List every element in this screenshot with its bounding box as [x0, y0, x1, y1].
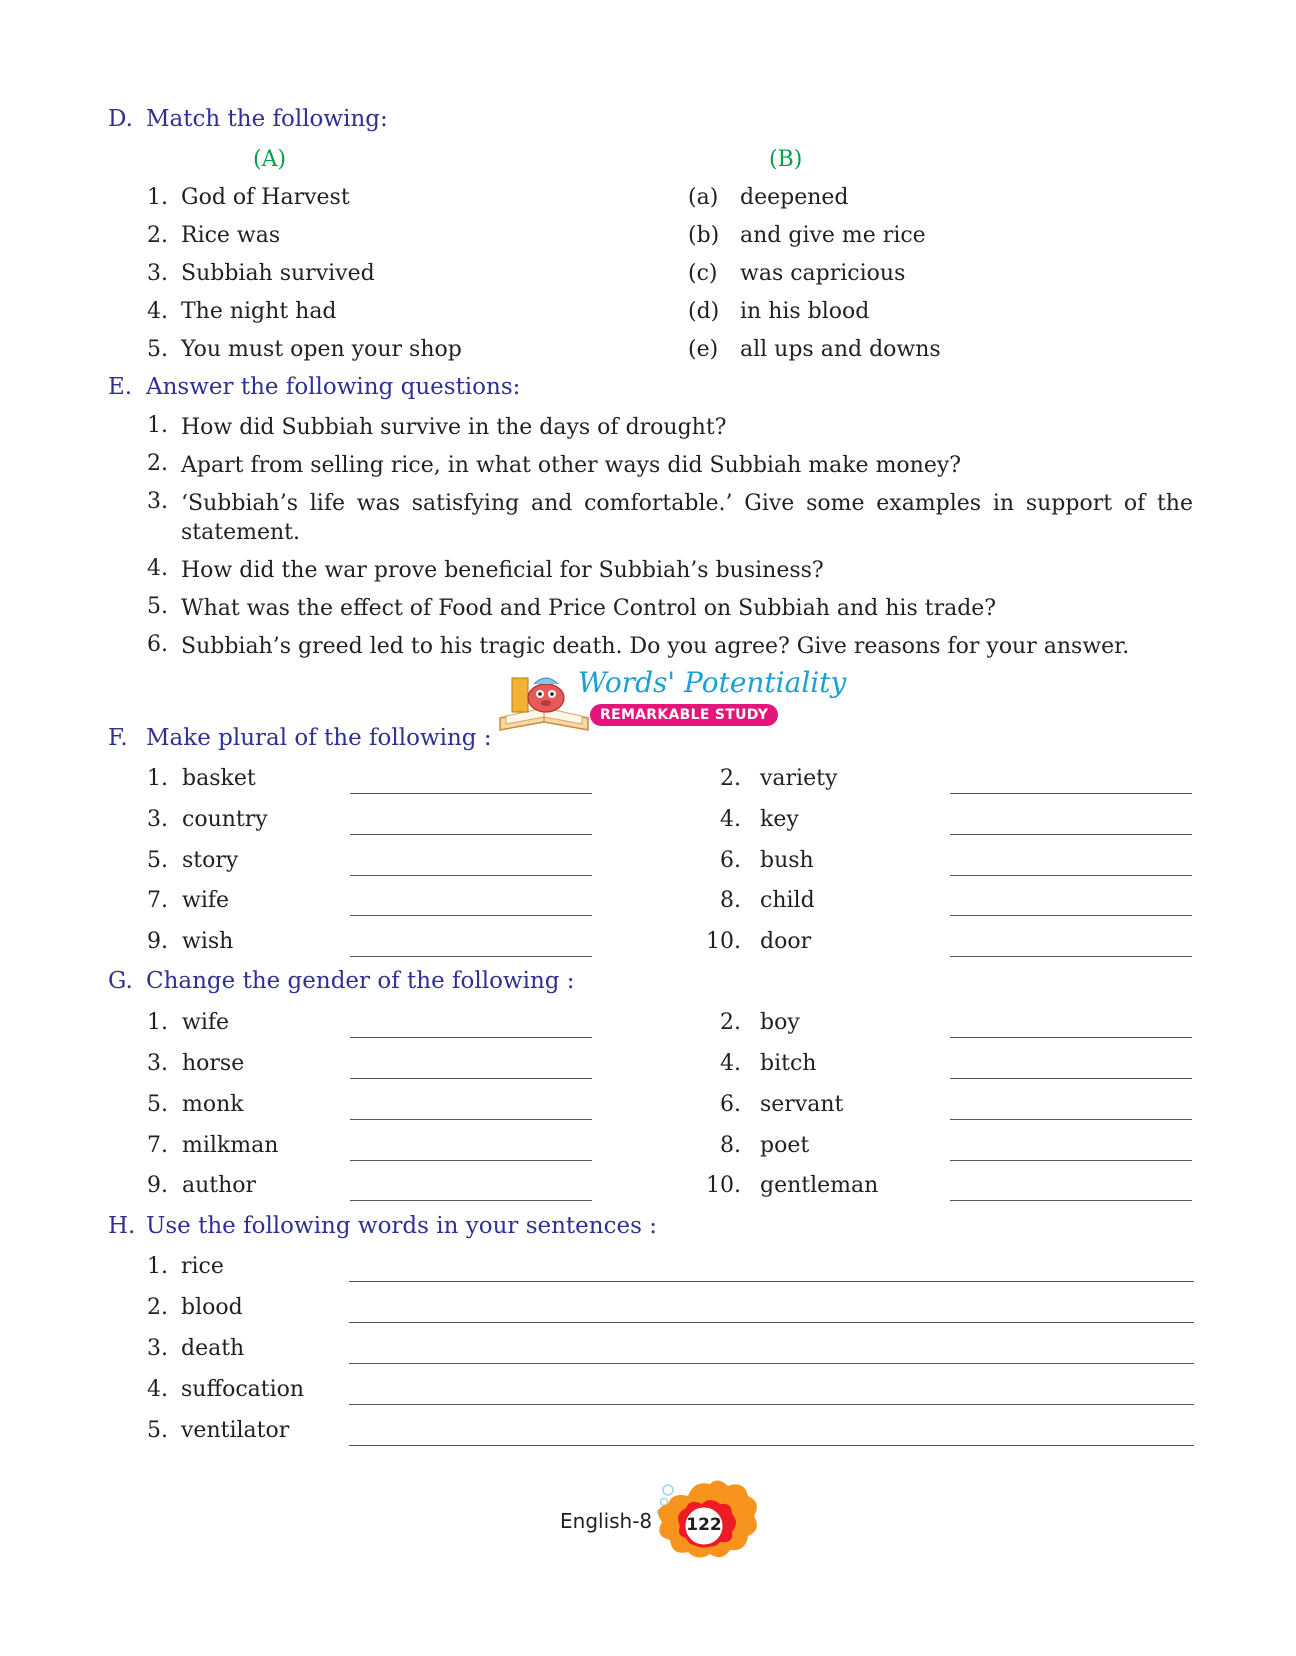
- answer-line[interactable]: [950, 915, 1192, 916]
- item-word: key: [760, 807, 799, 832]
- answer-line[interactable]: [350, 1200, 592, 1201]
- item-number: 8.: [720, 1133, 741, 1158]
- question-number: 2.: [147, 451, 168, 476]
- answer-line[interactable]: [950, 793, 1192, 794]
- section-h-heading: [108, 1213, 657, 1239]
- item-number: 5.: [147, 848, 168, 873]
- item-word: rice: [181, 1254, 224, 1279]
- item-number: 3.: [147, 1336, 168, 1361]
- item-word: death: [181, 1336, 245, 1361]
- item-number: 4.: [147, 1377, 168, 1402]
- item-number: 4.: [147, 299, 168, 324]
- item-number: 5.: [147, 337, 168, 362]
- section-d-heading: [108, 106, 388, 132]
- item-word: wife: [182, 888, 230, 913]
- section-title: Match the following:: [146, 106, 388, 132]
- section-title: Use the following words in your sentences :: [146, 1213, 657, 1239]
- section-e-heading: [108, 374, 520, 400]
- answer-line[interactable]: [950, 1037, 1192, 1038]
- item-word: boy: [760, 1010, 800, 1035]
- item-word: milkman: [182, 1133, 279, 1158]
- words-potentiality-banner: [496, 666, 847, 738]
- section-g-heading: [108, 968, 575, 994]
- answer-line[interactable]: [950, 1160, 1192, 1161]
- answer-line[interactable]: [950, 1078, 1192, 1079]
- answer-line[interactable]: [350, 915, 592, 916]
- question-number: 6.: [147, 632, 168, 657]
- item-number: 1.: [147, 766, 168, 791]
- item-number: 3.: [147, 807, 168, 832]
- section-title: Make plural of the following :: [146, 725, 492, 751]
- item-word: story: [182, 848, 239, 873]
- section-title: Answer the following questions:: [146, 374, 521, 400]
- item-number: 1.: [147, 1254, 168, 1279]
- question-text: What was the effect of Food and Price Control on Subbiah and his trade?: [181, 596, 997, 621]
- item-word: bush: [760, 848, 814, 873]
- item-text: was capricious: [740, 261, 906, 286]
- answer-line[interactable]: [350, 875, 592, 876]
- item-number: 7.: [147, 1133, 168, 1158]
- item-text: all ups and downs: [740, 337, 941, 362]
- item-word: wish: [182, 929, 234, 954]
- item-word: ventilator: [181, 1418, 290, 1443]
- item-number: 2.: [720, 1010, 741, 1035]
- question-number: 1.: [147, 413, 168, 438]
- question-text: Subbiah’s greed led to his tragic death. Do you agree? Give reasons for your answer.: [181, 634, 1130, 659]
- answer-line[interactable]: [350, 1119, 592, 1120]
- answer-line[interactable]: [350, 1037, 592, 1038]
- section-letter: F.: [108, 725, 128, 751]
- book-label: English-8: [560, 1509, 653, 1533]
- item-number: 10.: [706, 1173, 741, 1198]
- item-word: author: [182, 1173, 257, 1198]
- item-word: servant: [760, 1092, 844, 1117]
- answer-line[interactable]: [950, 834, 1192, 835]
- question-text: ‘Subbiah’s life was satisfying and comfortable.’ Give some examples in support of the statement.: [181, 491, 1193, 545]
- item-text: You must open your shop: [181, 337, 462, 362]
- column-a-header: (A): [253, 147, 287, 172]
- item-letter: (b): [688, 223, 720, 248]
- item-number: 9.: [147, 1173, 168, 1198]
- column-b-header: (B): [769, 147, 803, 172]
- item-word: suffocation: [181, 1377, 305, 1402]
- question-number: 5.: [147, 594, 168, 619]
- question-text: How did Subbiah survive in the days of drought?: [181, 415, 727, 440]
- item-number: 1.: [147, 1010, 168, 1035]
- item-word: poet: [760, 1133, 810, 1158]
- question-text: How did the war prove beneficial for Subbiah’s business?: [181, 558, 824, 583]
- answer-line[interactable]: [349, 1363, 1194, 1364]
- banner-title: Words' Potentiality: [578, 666, 847, 699]
- item-word: horse: [182, 1051, 245, 1076]
- item-word: child: [760, 888, 815, 913]
- section-letter: D.: [108, 106, 133, 132]
- answer-line[interactable]: [350, 1160, 592, 1161]
- item-word: bitch: [760, 1051, 817, 1076]
- item-letter: (e): [688, 337, 719, 362]
- item-word: variety: [760, 766, 838, 791]
- answer-line[interactable]: [950, 956, 1192, 957]
- item-text: Subbiah survived: [181, 261, 375, 286]
- answer-line[interactable]: [350, 834, 592, 835]
- answer-line[interactable]: [349, 1322, 1194, 1323]
- item-number: 6.: [720, 1092, 741, 1117]
- item-word: basket: [182, 766, 256, 791]
- question-text: Apart from selling rice, in what other ways did Subbiah make money?: [181, 453, 962, 478]
- item-number: 3.: [147, 261, 168, 286]
- answer-line[interactable]: [950, 875, 1192, 876]
- item-number: 6.: [720, 848, 741, 873]
- page-number: 122: [686, 1515, 722, 1535]
- item-word: door: [760, 929, 812, 954]
- item-number: 4.: [720, 807, 741, 832]
- item-number: 7.: [147, 888, 168, 913]
- item-letter: (c): [688, 261, 718, 286]
- section-title: Change the gender of the following :: [146, 968, 575, 994]
- item-number: 9.: [147, 929, 168, 954]
- item-word: monk: [182, 1092, 244, 1117]
- item-text: in his blood: [740, 299, 870, 324]
- item-number: 10.: [706, 929, 741, 954]
- item-number: 2.: [147, 223, 168, 248]
- item-text: deepened: [740, 185, 849, 210]
- item-letter: (a): [688, 185, 719, 210]
- item-word: gentleman: [760, 1173, 879, 1198]
- answer-line[interactable]: [350, 956, 592, 957]
- question-number: 4.: [147, 556, 168, 581]
- item-number: 1.: [147, 185, 168, 210]
- item-number: 5.: [147, 1418, 168, 1443]
- section-letter: G.: [108, 968, 133, 994]
- item-text: and give me rice: [740, 223, 926, 248]
- section-f-heading: [108, 725, 492, 751]
- item-number: 8.: [720, 888, 741, 913]
- answer-line[interactable]: [350, 1078, 592, 1079]
- section-letter: H.: [108, 1213, 136, 1239]
- item-letter: (d): [688, 299, 720, 324]
- banner-subtitle: REMARKABLE STUDY: [590, 704, 778, 726]
- item-number: 2.: [720, 766, 741, 791]
- item-word: country: [182, 807, 268, 832]
- item-number: 3.: [147, 1051, 168, 1076]
- item-text: God of Harvest: [181, 185, 350, 210]
- question-number: 3.: [147, 489, 168, 514]
- item-word: blood: [181, 1295, 243, 1320]
- answer-line[interactable]: [349, 1445, 1194, 1446]
- item-word: wife: [182, 1010, 230, 1035]
- answer-line[interactable]: [950, 1200, 1192, 1201]
- page-number-badge: [644, 1478, 762, 1562]
- item-number: 4.: [720, 1051, 741, 1076]
- answer-line[interactable]: [350, 793, 592, 794]
- answer-line[interactable]: [349, 1281, 1194, 1282]
- item-text: The night had: [181, 299, 337, 324]
- answer-line[interactable]: [950, 1119, 1192, 1120]
- item-text: Rice was: [181, 223, 281, 248]
- section-letter: E.: [108, 374, 133, 400]
- item-number: 5.: [147, 1092, 168, 1117]
- answer-line[interactable]: [349, 1404, 1194, 1405]
- item-number: 2.: [147, 1295, 168, 1320]
